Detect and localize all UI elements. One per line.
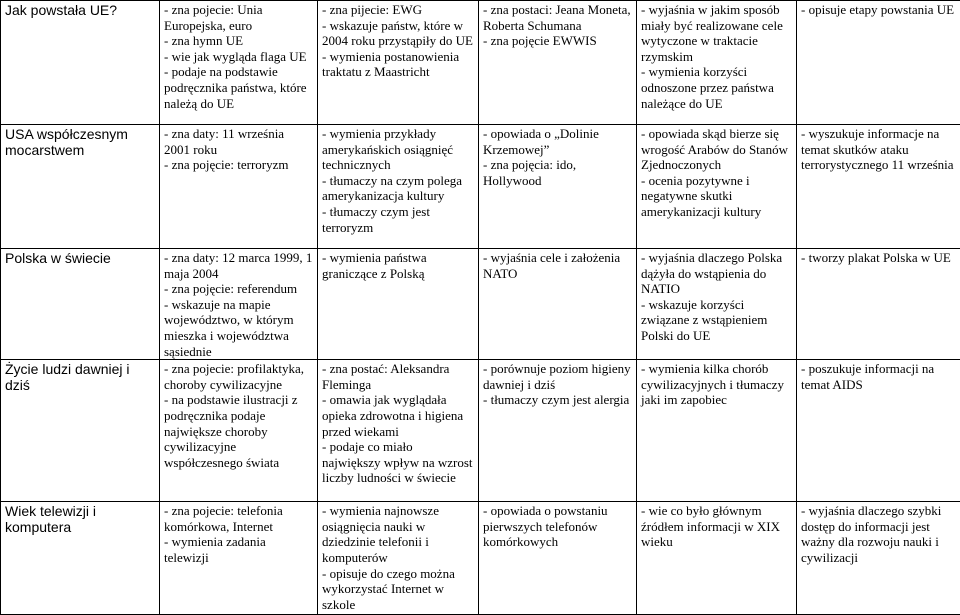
table-row xyxy=(1,125,960,249)
level-1-cell: - zna daty: 12 marca 1999, 1 maja 2004 - zna pojęcie: referendum - wskazuje na mapie województwo, w którym mieszka i województwa sąsiednie xyxy=(160,249,318,360)
level-2-cell: - wymienia przykłady amerykańskich osiągnięć technicznych - tłumaczy na czym polega amerykanizacja kultury - tłumaczy czym jest terroryzm xyxy=(318,125,479,249)
level-5-cell: - wyjaśnia dlaczego szybki dostęp do informacji jest ważny dla rozwoju nauki i cywilizacji xyxy=(797,502,960,615)
level-4-cell: - opowiada skąd bierze się wrogość Arabów do Stanów Zjednoczonych - ocenia pozytywne i negatywne skutki amerykanizacji kultury xyxy=(637,125,797,249)
table-row xyxy=(1,1,960,125)
level-4-cell: - wymienia kilka chorób cywilizacyjnych i tłumaczy jaki im zapobiec xyxy=(637,360,797,502)
level-3-cell: - opowiada o powstaniu pierwszych telefonów komórkowych xyxy=(479,502,637,615)
level-1-cell: - zna daty: 11 września 2001 roku - zna pojęcie: terroryzm xyxy=(160,125,318,249)
table-row xyxy=(1,360,960,502)
level-2-cell: - wymienia najnowsze osiągnięcia nauki w dziedzinie telefonii i komputerów - opisuje do czego można wykorzystać Internet w szkole xyxy=(318,502,479,615)
level-5-cell: - opisuje etapy powstania UE xyxy=(797,1,960,125)
level-1-cell: - zna pojecie: telefonia komórkowa, Internet - wymienia zadania telewizji xyxy=(160,502,318,615)
level-1-cell: - zna pojecie: profilaktyka, choroby cywilizacyjne - na podstawie ilustracji z podręcznika podaje największe choroby cywilizacyjne współczesnego świata xyxy=(160,360,318,502)
level-3-cell: - porównuje poziom higieny dawniej i dziś - tłumaczy czym jest alergia xyxy=(479,360,637,502)
level-4-cell: - wie co było głównym źródłem informacji w XIX wieku xyxy=(637,502,797,615)
level-2-cell: - zna pijecie: EWG - wskazuje państw, które w 2004 roku przystąpiły do UE - wymienia postanowienia traktatu z Maastricht xyxy=(318,1,479,125)
level-3-cell: - opowiada o „Dolinie Krzemowej” - zna pojęcia: ido, Hollywood xyxy=(479,125,637,249)
level-5-cell: - wyszukuje informacje na temat skutków ataku terrorystycznego 11 września xyxy=(797,125,960,249)
level-3-cell: - wyjaśnia cele i założenia NATO xyxy=(479,249,637,360)
table-row xyxy=(1,502,960,615)
topic-cell: Życie ludzi dawniej i dziś xyxy=(1,360,160,502)
level-4-cell: - wyjaśnia dlaczego Polska dążyła do wstąpienia do NATIO - wskazuje korzyści związane z wstąpieniem Polski do UE xyxy=(637,249,797,360)
level-4-cell: - wyjaśnia w jakim sposób miały być realizowane cele wytyczone w traktacie rzymskim - wymienia korzyści odnoszone przez państwa należące do UE xyxy=(637,1,797,125)
table-row xyxy=(1,249,960,360)
level-5-cell: - poszukuje informacji na temat AIDS xyxy=(797,360,960,502)
topic-cell: Polska w świecie xyxy=(1,249,160,360)
level-3-cell: - zna postaci: Jeana Moneta, Roberta Schumana - zna pojęcie EWWIS xyxy=(479,1,637,125)
topic-cell: USA współczesnym mocarstwem xyxy=(1,125,160,249)
level-5-cell: - tworzy plakat Polska w UE xyxy=(797,249,960,360)
level-2-cell: - wymienia państwa graniczące z Polską xyxy=(318,249,479,360)
level-2-cell: - zna postać: Aleksandra Fleminga - omawia jak wyglądała opieka zdrowotna i higiena przed wiekami - podaje co miało największy wpływ na wzrost liczby ludności w świecie xyxy=(318,360,479,502)
topic-cell: Jak powstała UE? xyxy=(1,1,160,125)
level-1-cell: - zna pojecie: Unia Europejska, euro - zna hymn UE - wie jak wygląda flaga UE - podaje na podstawie podręcznika państwa, które należą do UE xyxy=(160,1,318,125)
topic-cell: Wiek telewizji i komputera xyxy=(1,502,160,615)
